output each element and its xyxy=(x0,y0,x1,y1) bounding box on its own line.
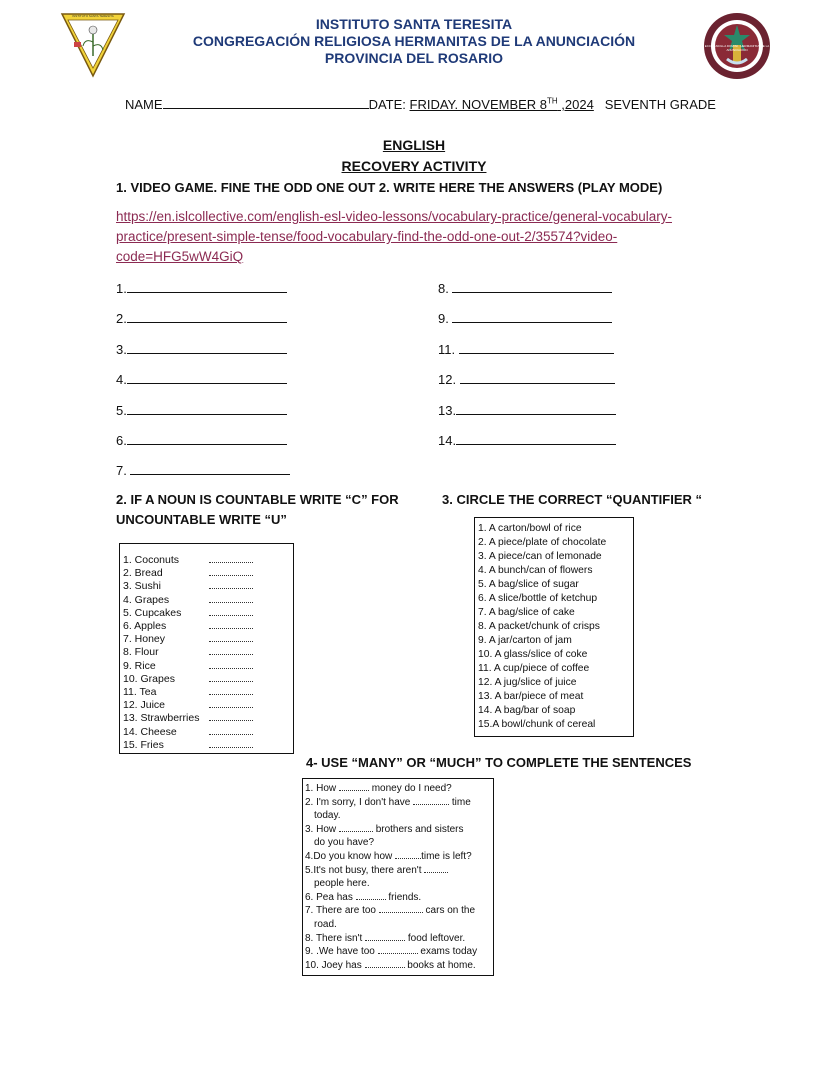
list-item[interactable]: 2. A piece/plate of chocolate xyxy=(478,537,607,548)
answer-row: 9. xyxy=(438,310,612,326)
list-item[interactable]: 13. A bar/piece of meat xyxy=(478,691,584,702)
video-link-line3[interactable]: code=HFG5wW4GiQ xyxy=(116,249,244,264)
list-item: 2. Bread xyxy=(123,567,253,580)
answer-row: 2. xyxy=(116,310,287,326)
answer-row: 14. xyxy=(438,432,616,448)
grade-label: SEVENTH GRADE xyxy=(604,97,716,112)
list-item[interactable]: 9. A jar/carton of jam xyxy=(478,635,572,646)
list-item[interactable]: 7. A bag/slice of cake xyxy=(478,607,575,618)
list-item[interactable]: 12. A jug/slice of juice xyxy=(478,677,577,688)
answer-blank[interactable] xyxy=(452,280,612,293)
many-much-box xyxy=(302,778,494,976)
answer-blank[interactable] xyxy=(413,796,449,805)
answer-row: 4. xyxy=(116,371,287,387)
name-blank[interactable] xyxy=(163,96,369,109)
list-item: 15. Fries xyxy=(123,739,253,752)
answer-blank[interactable] xyxy=(209,686,253,695)
sentence-continuation: today. xyxy=(314,810,341,822)
date-value: FRIDAY. NOVEMBER 8TH ,2024 xyxy=(409,96,594,112)
section2-heading-line2: UNCOUNTABLE WRITE “U” xyxy=(116,512,287,527)
sentence-list xyxy=(305,782,491,972)
answer-blank[interactable] xyxy=(130,462,290,475)
sentence-item: 6. Pea has friends. xyxy=(305,891,422,903)
sentence-item: 10. Joey has books at home. xyxy=(305,959,476,971)
answer-blank[interactable] xyxy=(209,620,253,629)
section4-heading: 4- USE “MANY” OR “MUCH” TO COMPLETE THE SENTENCES xyxy=(306,755,692,770)
sentence-item: 4.Do you know how time is left? xyxy=(305,850,472,862)
answer-blank[interactable] xyxy=(356,891,386,900)
list-item: 11. Tea xyxy=(123,686,253,699)
countable-box xyxy=(119,543,294,754)
answer-blank[interactable] xyxy=(209,673,253,682)
answer-blank[interactable] xyxy=(209,726,253,735)
answer-blank[interactable] xyxy=(127,432,287,445)
sentence-item: 1. How money do I need? xyxy=(305,783,452,794)
quantifier-list xyxy=(478,522,606,732)
sentence-item: 5.It's not busy, there aren't xyxy=(305,864,491,878)
answer-row: 1. xyxy=(116,280,287,296)
video-link-line1[interactable]: https://en.islcollective.com/english-esl-video-lessons/vocabulary-practice/general-vocabulary- xyxy=(116,209,672,224)
answer-blank[interactable] xyxy=(456,432,616,445)
list-item[interactable]: 3. A piece/can of lemonade xyxy=(478,551,602,562)
list-item: 8. Flour xyxy=(123,646,253,659)
sentence-item: 8. There isn't food leftover. xyxy=(305,932,466,944)
sentence-continuation: do you have? xyxy=(314,837,375,849)
list-item[interactable]: 6. A slice/bottle of ketchup xyxy=(478,593,598,604)
sentence-item: 9. .We have too exams today xyxy=(305,946,478,958)
answer-blank[interactable] xyxy=(209,580,253,589)
list-item[interactable]: 14. A bag/bar of soap xyxy=(478,705,576,716)
answer-row: 11. xyxy=(438,341,614,357)
answer-row: 8. xyxy=(438,280,612,296)
date-label: DATE: xyxy=(368,97,406,112)
sentence-item: 7. There are too cars on the xyxy=(305,905,476,917)
answer-blank[interactable] xyxy=(456,402,616,415)
list-item[interactable]: 10. A glass/slice of coke xyxy=(478,649,588,660)
answer-blank[interactable] xyxy=(209,554,253,563)
list-item: 9. Rice xyxy=(123,660,253,673)
answer-blank[interactable] xyxy=(460,371,615,384)
school-crest-text: INSTITUTO SANTA TERESITA xyxy=(72,14,114,18)
answer-blank[interactable] xyxy=(127,402,287,415)
answer-blank[interactable] xyxy=(127,371,287,384)
answer-blank[interactable] xyxy=(452,310,612,323)
answer-row: 12. xyxy=(438,371,615,387)
activity-title: RECOVERY ACTIVITY xyxy=(341,158,487,174)
answer-blank[interactable] xyxy=(395,850,421,859)
section2-heading-line1: 2. IF A NOUN IS COUNTABLE WRITE “C” FOR xyxy=(116,492,399,507)
name-label: NAME xyxy=(125,97,163,112)
answer-blank[interactable] xyxy=(209,607,253,616)
answer-blank[interactable] xyxy=(365,959,405,968)
answer-blank[interactable] xyxy=(339,782,369,791)
answer-row: 13. xyxy=(438,402,616,418)
header-province: PROVINCIA DEL ROSARIO xyxy=(324,50,504,66)
section3-heading: 3. CIRCLE THE CORRECT “QUANTIFIER “ xyxy=(442,492,703,507)
answer-row: 6. xyxy=(116,432,287,448)
answer-blank[interactable] xyxy=(339,823,373,832)
answer-blank[interactable] xyxy=(365,932,405,941)
answer-blank[interactable] xyxy=(209,699,253,708)
list-item: 1. Coconuts xyxy=(123,554,253,567)
list-item: 10. Grapes xyxy=(123,673,253,686)
answer-row: 7. xyxy=(116,462,290,478)
answer-blank[interactable] xyxy=(209,712,253,721)
answer-row: 3. xyxy=(116,341,287,357)
answer-blank[interactable] xyxy=(209,739,253,748)
list-item: 4. Grapes xyxy=(123,594,253,607)
answer-blank[interactable] xyxy=(127,341,287,354)
sentence-item: 2. I'm sorry, I don't have time xyxy=(305,796,471,808)
answer-blank[interactable] xyxy=(379,904,423,913)
header-institute: INSTITUTO SANTA TERESITA xyxy=(315,16,513,32)
answer-blank[interactable] xyxy=(127,280,287,293)
answer-blank[interactable] xyxy=(209,594,253,603)
answer-blank[interactable] xyxy=(209,633,253,642)
list-item[interactable]: 15.A bowl/chunk of cereal xyxy=(478,719,596,730)
header-congregation: CONGREGACIÓN RELIGIOSA HERMANITAS DE LA ANUNCIACIÓN xyxy=(192,33,636,49)
sentence-item: 3. How brothers and sisters xyxy=(305,823,464,835)
info-line xyxy=(125,96,716,112)
answer-blank[interactable] xyxy=(127,310,287,323)
answer-blank[interactable] xyxy=(209,567,253,576)
answer-row: 5. xyxy=(116,402,287,418)
countable-list xyxy=(123,554,253,752)
list-item[interactable]: 4. A bunch/can of flowers xyxy=(478,565,593,576)
list-item: 14. Cheese xyxy=(123,726,253,739)
congregation-seal-text: ECCE ANCILLA DOMINI · HERMANITAS DE LA ANUNCIACIÓN xyxy=(704,44,770,52)
list-item: 7. Honey xyxy=(123,633,253,646)
answer-blank[interactable] xyxy=(209,646,253,655)
list-item: 6. Apples xyxy=(123,620,253,633)
list-item[interactable]: 1. A carton/bowl of rice xyxy=(478,523,582,534)
list-item: 5. Cupcakes xyxy=(123,607,253,620)
section1-heading: 1. VIDEO GAME. FINE THE ODD ONE OUT 2. WRITE HERE THE ANSWERS (PLAY MODE) xyxy=(116,180,663,195)
list-item: 3. Sushi xyxy=(123,580,253,593)
quantifier-box xyxy=(474,517,634,737)
answer-blank[interactable] xyxy=(424,864,448,873)
sentence-continuation: road. xyxy=(314,918,337,930)
list-item: 13. Strawberries xyxy=(123,712,253,725)
answer-blank[interactable] xyxy=(378,945,418,954)
sentence-continuation: people here. xyxy=(314,878,370,890)
list-item[interactable]: 8. A packet/chunk of crisps xyxy=(478,621,600,632)
video-link-line2[interactable]: practice/present-simple-tense/food-vocabulary-find-the-odd-one-out-2/35574?video- xyxy=(116,229,618,244)
answer-blank[interactable] xyxy=(459,341,614,354)
list-item[interactable]: 11. A cup/piece of coffee xyxy=(478,663,590,674)
list-item: 12. Juice xyxy=(123,699,253,712)
list-item[interactable]: 5. A bag/slice of sugar xyxy=(478,579,579,590)
answer-blank[interactable] xyxy=(209,660,253,669)
subject-title: ENGLISH xyxy=(382,137,446,153)
